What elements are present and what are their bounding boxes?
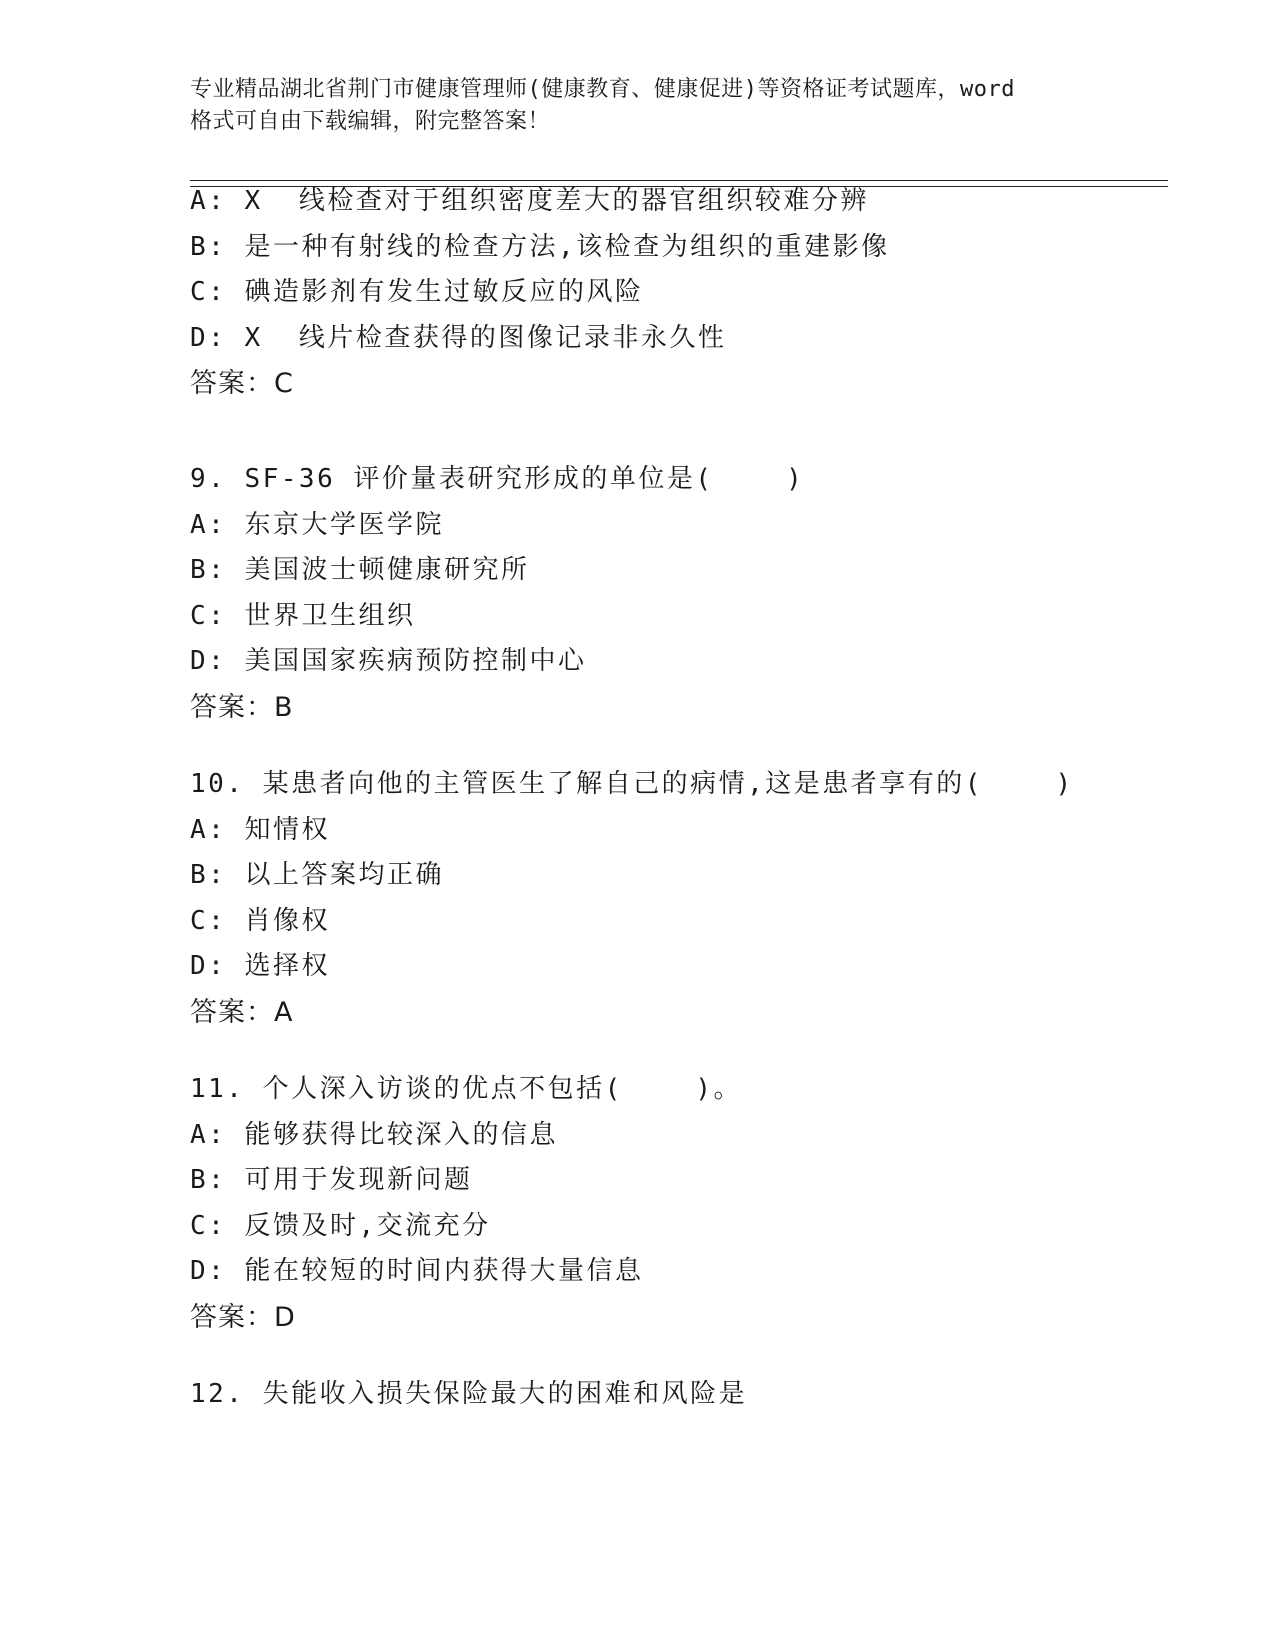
answer-line: 答案：D	[190, 1301, 296, 1333]
question-10	[190, 762, 1150, 1036]
option-a: A: 东京大学医学院	[190, 509, 444, 540]
option-c: C: 反馈及时,交流充分	[190, 1210, 491, 1241]
answer-line: 答案：A	[190, 996, 294, 1028]
option-c: C: 肖像权	[190, 905, 330, 936]
option-c: C: 世界卫生组织	[190, 600, 416, 631]
answer-line: 答案：B	[190, 691, 294, 723]
question-stem: 11. 个人深入访谈的优点不包括( )。	[190, 1074, 743, 1104]
document-header	[190, 74, 1150, 138]
option-d: D: 选择权	[190, 951, 330, 982]
option-b: B: 以上答案均正确	[190, 860, 444, 891]
question-stem: 10. 某患者向他的主管医生了解自己的病情,这是患者享有的( )	[190, 769, 1074, 799]
question-12	[190, 1372, 1150, 1418]
option-a: A: 知情权	[190, 814, 330, 845]
question-8-continuation	[190, 179, 1150, 407]
document-page	[190, 0, 1170, 1650]
header-line-2: 格式可自由下载编辑，附完整答案！	[190, 109, 551, 134]
option-b: B: 可用于发现新问题	[190, 1165, 473, 1196]
option-a: A: X 线检查对于组织密度差大的器官组织较难分辨	[190, 186, 869, 216]
option-c: C: 碘造影剂有发生过敏反应的风险	[190, 277, 644, 308]
option-b: B: 是一种有射线的检查方法,该检查为组织的重建影像	[190, 231, 890, 262]
question-stem: 12. 失能收入损失保险最大的困难和风险是	[190, 1379, 748, 1409]
question-stem: 9. SF-36 评价量表研究形成的单位是( )	[190, 464, 805, 494]
option-b: B: 美国波士顿健康研究所	[190, 555, 530, 586]
option-d: D: 能在较短的时间内获得大量信息	[190, 1256, 644, 1287]
header-line-1: 专业精品湖北省荆门市健康管理师(健康教育、健康促进)等资格证考试题库，word	[190, 77, 1015, 102]
question-9	[190, 457, 1150, 731]
option-d: D: X 线片检查获得的图像记录非永久性	[190, 322, 727, 353]
option-a: A: 能够获得比较深入的信息	[190, 1119, 558, 1150]
option-d: D: 美国国家疾病预防控制中心	[190, 646, 587, 677]
question-11	[190, 1067, 1150, 1341]
answer-line: 答案：C	[190, 368, 294, 400]
